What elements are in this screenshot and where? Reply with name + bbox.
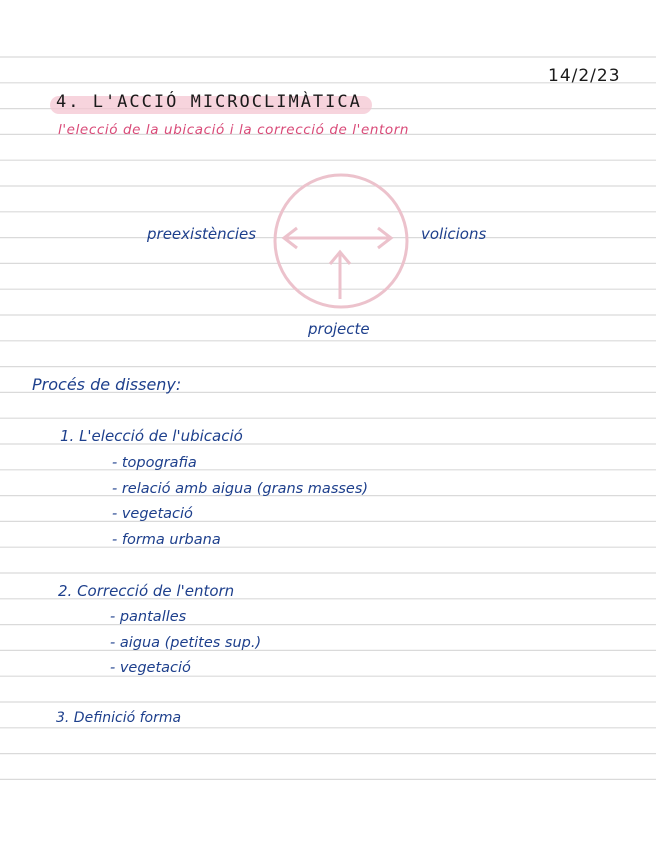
section-1-item: - forma urbana — [112, 532, 221, 548]
section-1-title: 1. L'elecció de l'ubicació — [60, 427, 243, 445]
section-3-title: 3. Definició forma — [56, 710, 182, 726]
diagram-label-bottom: projecte — [308, 320, 370, 338]
section-2-item: - aigua (petites sup.) — [110, 635, 262, 651]
section-2-item: - vegetació — [110, 660, 191, 676]
process-heading: Procés de disseny: — [32, 375, 182, 394]
section-1-item: - topografia — [112, 455, 197, 471]
section-2-title: 2. Correcció de l'entorn — [58, 582, 235, 600]
diagram-label-right: volicions — [421, 225, 487, 243]
section-1-item: - relació amb aigua (grans masses) — [112, 481, 369, 497]
date: 14/2/23 — [548, 66, 621, 86]
section-2-item: - pantalles — [110, 609, 187, 625]
section-1-item: - vegetació — [112, 506, 193, 522]
diagram-label-left: preexistències — [147, 225, 257, 243]
subtitle: l'elecció de la ubicació i la correcció de l'entorn — [58, 122, 410, 138]
page-title: 4. L'ACCIÓ MICROCLIMÀTICA — [56, 92, 362, 112]
